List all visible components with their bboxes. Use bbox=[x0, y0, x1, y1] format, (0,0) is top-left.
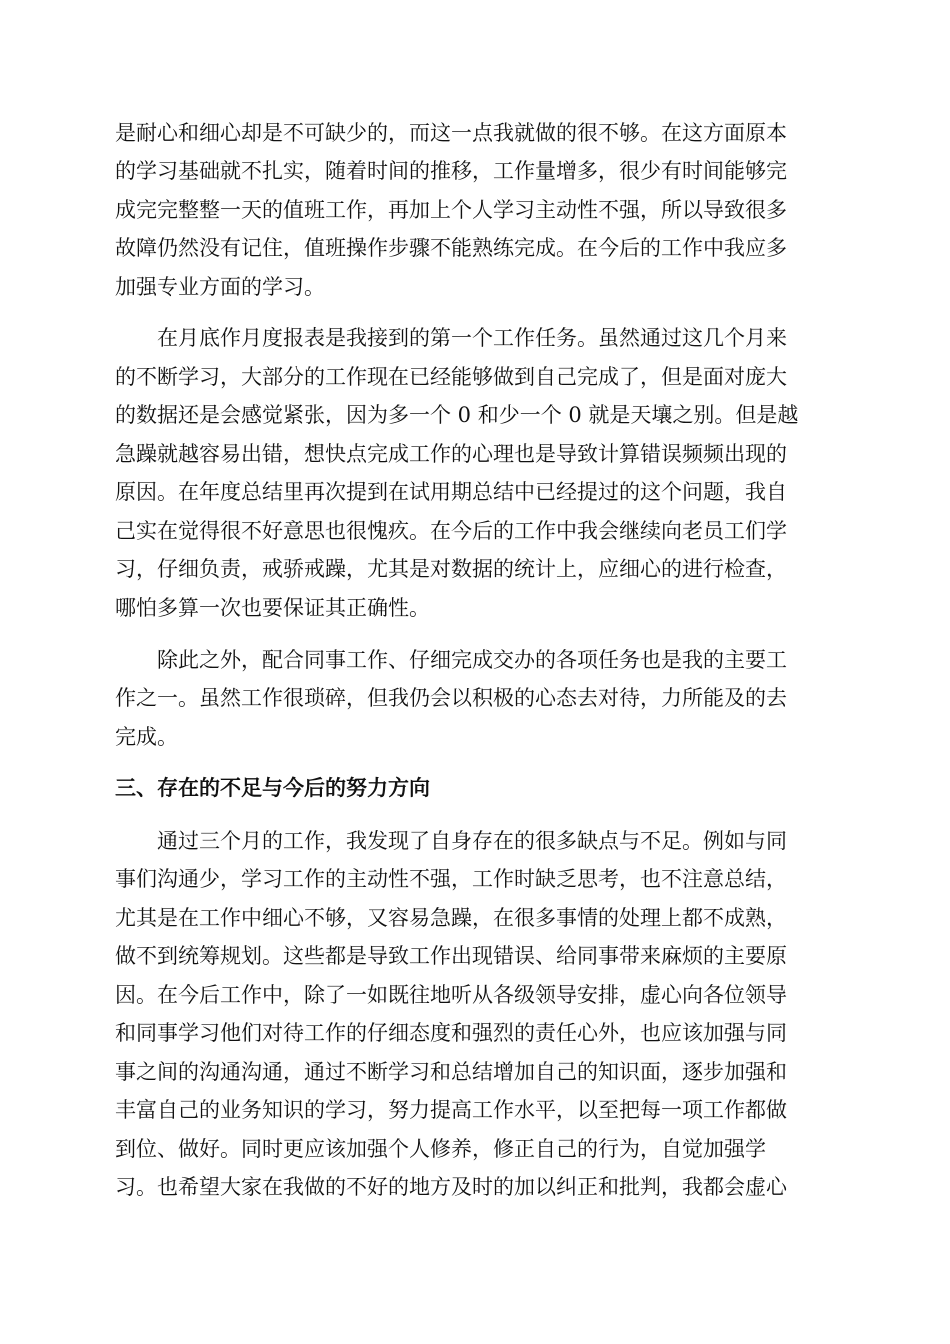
text-line: 加强专业方面的学习。 bbox=[115, 275, 325, 299]
section-heading: 三、存在的不足与今后的努力方向 bbox=[115, 775, 430, 800]
text-line: 做不到统筹规划。这些都是导致工作出现错误、给同事带来麻烦的主要原 bbox=[115, 944, 787, 968]
text-line: 的学习基础就不扎实，随着时间的推移，工作量增多，很少有时间能够完 bbox=[115, 159, 787, 183]
text-line: 是耐心和细心却是不可缺少的，而这一点我就做的很不够。在这方面原本 bbox=[115, 121, 787, 145]
text-line: 在月底作月度报表是我接到的第一个工作任务。虽然通过这几个月来 bbox=[157, 326, 787, 350]
text-line: 除此之外，配合同事工作、仔细完成交办的各项任务也是我的主要工 bbox=[157, 648, 787, 672]
text-line: 完成。 bbox=[115, 725, 178, 749]
text-line: 尤其是在工作中细心不够，又容易急躁，在很多事情的处理上都不成熟， bbox=[115, 906, 787, 930]
text-line: 成完完整整一天的值班工作，再加上个人学习主动性不强，所以导致很多 bbox=[115, 198, 787, 222]
text-line: 因。在今后工作中，除了一如既往地听从各级领导安排，虚心向各位领导 bbox=[115, 983, 787, 1007]
text-line: 习，仔细负责，戒骄戒躁，尤其是对数据的统计上，应细心的进行检查， bbox=[115, 557, 787, 581]
text-line: 故障仍然没有记住，值班操作步骤不能熟练完成。在今后的工作中我应多 bbox=[115, 236, 787, 260]
text-line: 哪怕多算一次也要保证其正确性。 bbox=[115, 596, 430, 620]
text-line: 作之一。虽然工作很琐碎，但我仍会以积极的心态去对待，力所能及的去 bbox=[115, 686, 787, 710]
text-line: 到位、做好。同时更应该加强个人修养，修正自己的行为，自觉加强学 bbox=[115, 1137, 766, 1161]
text-line: 丰富自己的业务知识的学习，努力提高工作水平，以至把每一项工作都做 bbox=[115, 1098, 787, 1122]
text-line: 的数据还是会感觉紧张，因为多一个 0 和少一个 0 就是天壤之别。但是越 bbox=[115, 403, 799, 427]
text-line: 己实在觉得很不好意思也很愧疚。在今后的工作中我会继续向老员工们学 bbox=[115, 519, 787, 543]
text-line: 急躁就越容易出错，想快点完成工作的心理也是导致计算错误频频出现的 bbox=[115, 442, 787, 466]
text-line: 习。也希望大家在我做的不好的地方及时的加以纠正和批判，我都会虚心 bbox=[115, 1175, 787, 1199]
text-line: 原因。在年度总结里再次提到在试用期总结中已经提过的这个问题，我自 bbox=[115, 480, 787, 504]
text-line: 事之间的沟通沟通，通过不断学习和总结增加自己的知识面，逐步加强和 bbox=[115, 1060, 787, 1084]
text-line: 事们沟通少，学习工作的主动性不强，工作时缺乏思考，也不注意总结， bbox=[115, 867, 787, 891]
text-line: 的不断学习，大部分的工作现在已经能够做到自己完成了，但是面对庞大 bbox=[115, 365, 787, 389]
text-line: 和同事学习他们对待工作的仔细态度和强烈的责任心外，也应该加强与同 bbox=[115, 1021, 787, 1045]
text-line: 通过三个月的工作，我发现了自身存在的很多缺点与不足。例如与同 bbox=[157, 829, 787, 853]
